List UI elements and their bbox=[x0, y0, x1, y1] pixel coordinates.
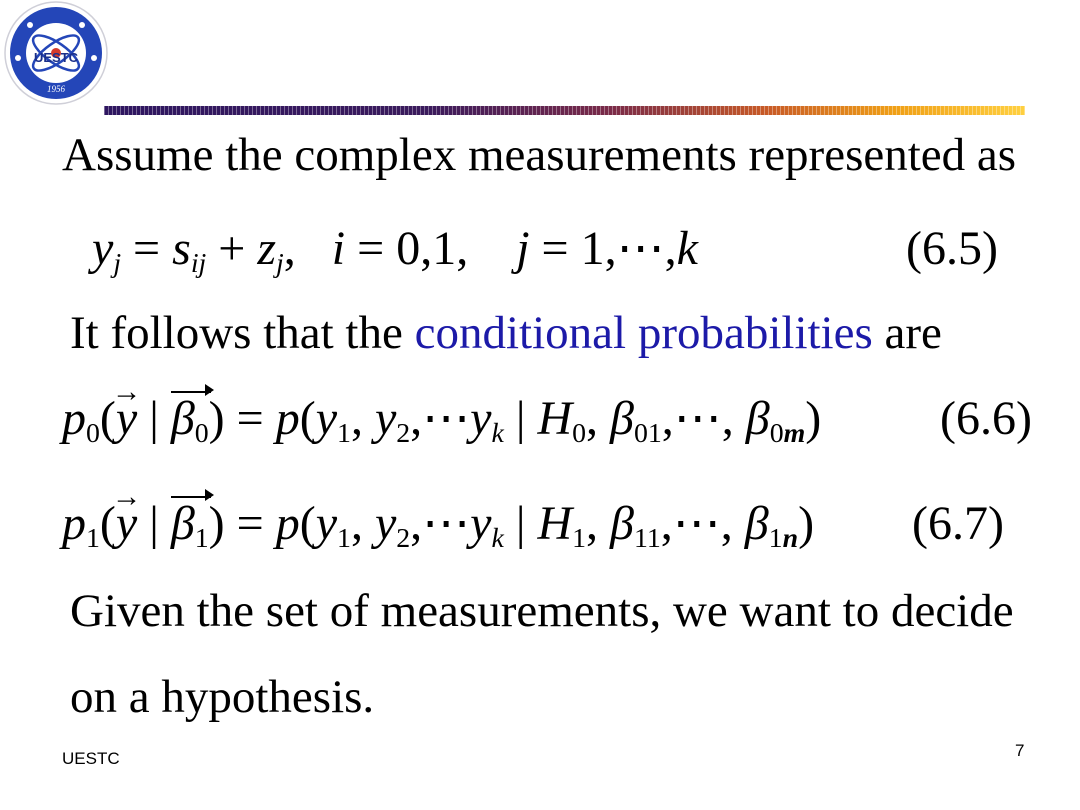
equation-6-6: $p_0(\to y$ | $\beta_0) = p(y_1$, $y_2,\cdots y_k$ | $H_0$, $\beta_{01},\cdots$, $\beta_{0m}$) bbox=[62, 395, 821, 443]
footer-label: UESTC bbox=[62, 749, 120, 768]
university-seal-logo bbox=[0, 0, 112, 106]
text-before-highlight: It follows that the bbox=[70, 307, 415, 359]
equation-number-6-5: (6.5) bbox=[906, 222, 998, 275]
text-line-given: Given the set of measurements, we want to decide bbox=[70, 585, 1014, 637]
equation-number-6-6: (6.6) bbox=[940, 392, 1032, 445]
text-after-highlight: are bbox=[872, 307, 942, 359]
equation-6-5: $y_j = s_{ij} + z_j$, i = 0,1, j = 1,⋯,k bbox=[92, 222, 698, 279]
svg-text:1956: 1956 bbox=[47, 84, 65, 94]
highlighted-term: conditional probabilities bbox=[414, 307, 873, 359]
equation-6-7: $p_1(\to y$ | $\beta_1) = p(y_1$, $y_2,\cdots y_k$ | $H_1$, $\beta_{11},\cdots$, $\beta_{1n}$) bbox=[62, 500, 814, 548]
text-line-assume: Assume the complex measurements represented as bbox=[62, 129, 1017, 181]
page-number: 7 bbox=[1015, 741, 1025, 760]
text-line-conditional bbox=[70, 307, 942, 359]
header-divider-bar bbox=[104, 106, 1025, 115]
svg-text:UESTC: UESTC bbox=[33, 50, 79, 65]
equation-number-6-7: (6.7) bbox=[912, 497, 1004, 550]
text-line-hypothesis: on a hypothesis. bbox=[70, 671, 375, 723]
